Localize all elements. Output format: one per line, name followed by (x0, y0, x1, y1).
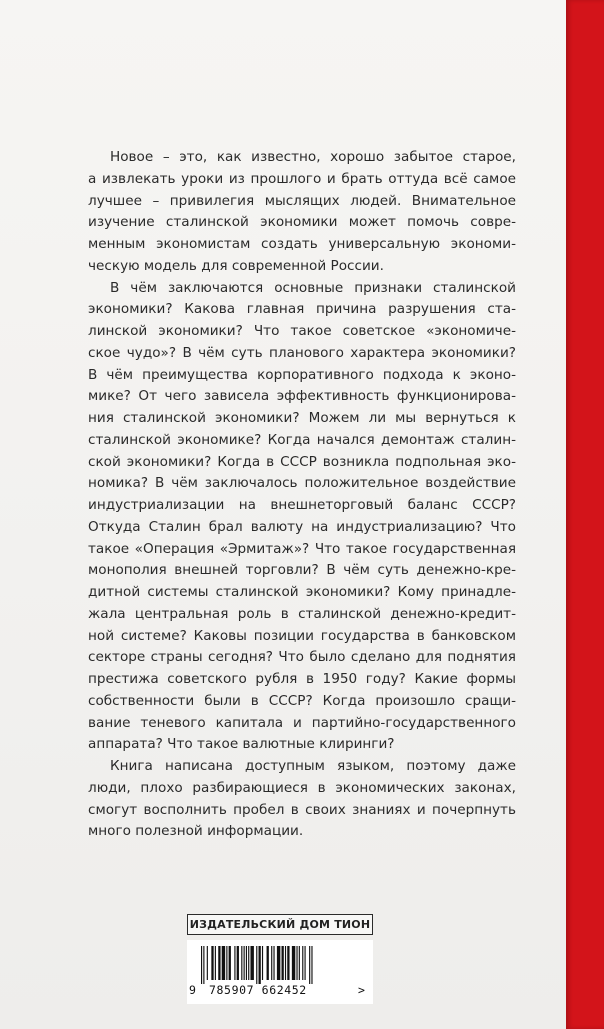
barcode-bar (282, 946, 284, 980)
text-line: ния сталинской экономики? Можем ли мы вернуться к (88, 410, 516, 426)
barcode-bar (218, 946, 220, 980)
text-line: много полезной информации. (88, 823, 304, 840)
barcode-bar (271, 946, 272, 980)
isbn-first-digit: 9 (189, 983, 196, 997)
barcode-bar (256, 946, 257, 984)
barcode-bar (207, 946, 208, 980)
barcode-bar (259, 946, 261, 984)
text-line: монополия внешней торговли? В чём суть денежно-кре- (88, 562, 516, 579)
barcode-bar (292, 946, 295, 980)
text-line: ческую модель для современной России. (88, 257, 384, 274)
text-line: Откуда Сталин брал валюту на индустриализацию? Что (88, 518, 516, 535)
text-line: ской экономики? Когда в СССР возникла подпольная эко- (88, 453, 516, 470)
barcode-bar (311, 946, 312, 984)
text-line: номика? В чём заключалось положительное воздействие (88, 475, 516, 492)
isbn-number (187, 980, 373, 1000)
text-line: смогут восполнить пробел в своих знаниях и почерпнуть (88, 801, 516, 818)
red-spine (566, 0, 604, 1029)
barcode-bar (229, 946, 231, 980)
barcode-bar (244, 946, 245, 980)
text-line: сталинской экономике? Когда начался демонтаж сталин- (88, 431, 516, 448)
barcode-bar (262, 946, 263, 980)
barcode-bar (248, 946, 249, 980)
barcode-bar (201, 946, 202, 984)
isbn-barcode (187, 940, 373, 1004)
barcode-bar (241, 946, 242, 980)
text-line: Новое – это, как известно, хорошо забытое старое, (110, 149, 516, 165)
text-line: секторе страны сегодня? Что было сделано для поднятия (88, 649, 516, 666)
text-line: собственности были в СССР? Когда произошло сращи- (88, 692, 516, 709)
barcode-bar (285, 946, 286, 980)
text-line: такое «Операция «Эрмитаж»? Что такое государственная (88, 540, 516, 557)
text-line: дитной системы сталинской экономики? Кому принадле- (88, 584, 516, 600)
text-line: ское чудо»? В чём суть планового характера экономики? (88, 344, 516, 361)
isbn-digits: 785907 662452 (209, 983, 307, 997)
text-line: ной системе? Каковы позиции государства в банковском (88, 627, 516, 644)
publisher-label: ИЗДАТЕЛЬСКИЙ ДОМ ТИОН (187, 914, 373, 935)
text-line: В чём заключаются основные признаки сталинской (110, 279, 516, 296)
barcode-bar (246, 946, 247, 980)
barcode-bar (222, 946, 225, 980)
barcode-bar (237, 946, 239, 980)
text-line: престижа советского рубля в 1950 году? Какие формы (88, 671, 516, 687)
barcode-bar (273, 946, 274, 980)
barcode-bar (250, 946, 253, 980)
text-line: аппарата? Что такое валютные клиринги? (88, 736, 395, 753)
barcode-bar (296, 946, 297, 980)
text-line: экономики? Какова главная причина разрушения ста- (88, 301, 516, 318)
barcode-bar (226, 946, 227, 980)
text-line: жала центральная роль в сталинской денежно-кредит- (88, 605, 516, 622)
barcode-bar (287, 946, 289, 980)
barcode-bar (267, 946, 269, 980)
text-line: линской экономики? Что такое советское «экономиче- (88, 323, 516, 339)
annotation-text (88, 147, 516, 843)
barcode-bar (277, 946, 280, 980)
barcode-bar (203, 946, 204, 984)
barcode-bar (299, 946, 300, 980)
text-line: Книга написана доступным языком, поэтому даже (110, 758, 516, 774)
barcode-bar (211, 946, 213, 980)
text-line: В чём преимущества корпоративного подхода к эконо- (88, 366, 516, 383)
text-line: люди, плохо разбирающиеся в экономических законах, (88, 779, 516, 796)
barcode-bars (201, 946, 359, 984)
text-line: мике? От чего зависела эффективность функционирова- (88, 388, 516, 405)
text-line: а извлекать уроки из прошлого и брать оттуда всё самое (88, 170, 516, 187)
text-line: вание теневого капитала и партийно-государственного (88, 714, 516, 731)
text-line: индустриализации на внешнеторговый баланс СССР? (88, 497, 516, 513)
text-line: лучшее – привилегия мыслящих людей. Внимательное (88, 192, 516, 209)
isbn-arrow: > (358, 983, 365, 997)
barcode-bar (309, 946, 310, 984)
text-line: изучение сталинской экономики может помочь совре- (88, 214, 516, 231)
barcode-bar (234, 946, 235, 980)
barcode-bar (305, 946, 306, 980)
barcode-bar (302, 946, 303, 980)
barcode-bar (215, 946, 216, 980)
text-line: менным экономистам создать универсальную экономи- (88, 236, 516, 252)
